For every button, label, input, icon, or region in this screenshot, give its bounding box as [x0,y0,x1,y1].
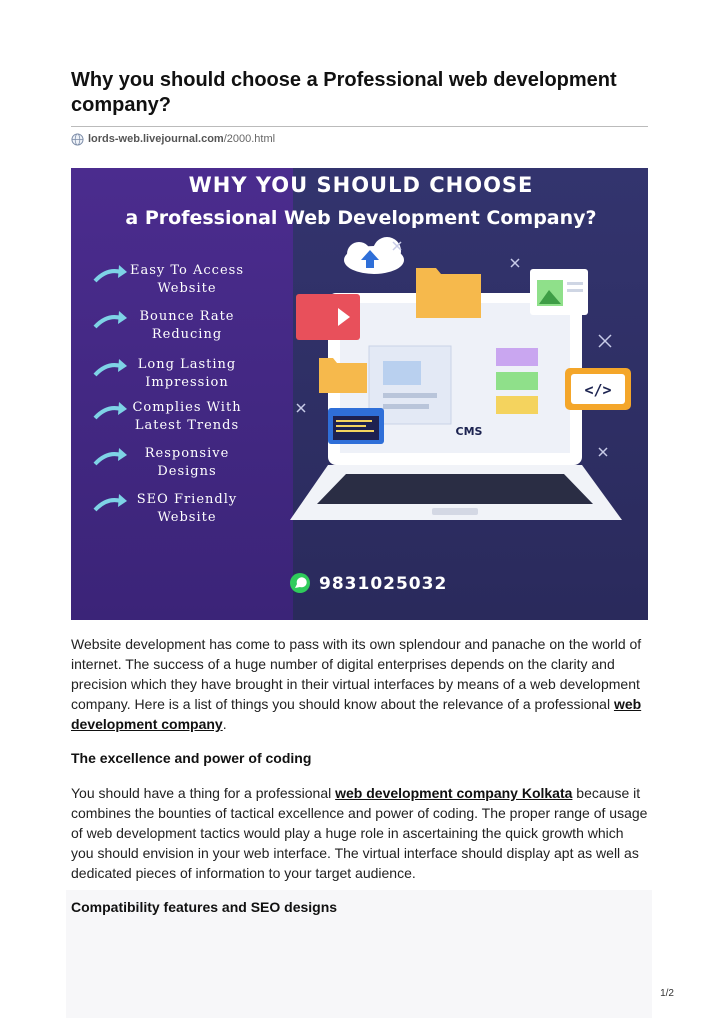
feature-line2: Impression [145,375,229,390]
feature-line2: Website [157,510,217,525]
folder-icon [416,268,481,318]
feature-line1: SEO Friendly [136,492,238,507]
cms-label: CMS [455,425,483,438]
source-path[interactable]: /2000.html [223,133,276,145]
feature-line1: Responsive [144,446,230,461]
feature-line1: Long Lasting [137,357,237,372]
source-line [71,131,275,147]
page-title: Why you should choose a Professional web development company? [71,69,617,116]
link-web-development-company[interactable]: web development company [71,696,642,732]
section-heading-compatibility: Compatibility features and SEO designs [71,899,338,915]
source-domain[interactable]: lords-web.livejournal.com [88,133,224,145]
title-divider [71,126,648,127]
feature-line2: Designs [157,464,217,479]
paragraph-coding-start: You should have a thing for a professional [71,785,336,801]
feature-line2: Latest Trends [134,418,240,433]
paragraph-coding [71,783,649,883]
feature-line2: Website [157,281,217,296]
link-web-development-company-kolkata[interactable]: web development company Kolkata [335,785,573,801]
feature-line1: Bounce Rate [139,309,235,324]
feature-line1: Complies With [132,400,242,415]
code-icon: </> [584,381,612,399]
video-card [296,294,360,340]
banner-image [71,168,648,620]
banner-heading-1: WHY YOU SHOULD CHOOSE [188,173,534,197]
globe-icon [71,133,84,146]
paragraph-intro [71,634,649,734]
folder-icon [319,358,367,393]
phone-number: 9831025032 [319,574,448,594]
keyboard [317,474,593,504]
banner-left-panel [71,168,293,620]
page-number: 1/2 [660,988,674,999]
paragraph-intro-end: . [222,716,227,732]
feature-line2: Reducing [151,327,223,342]
paragraph-coding-rest: because it combines the bounties of tactical excellence and power of coding. The proper range of usage of web development tactics would play a huge role in ascertaining the quick growth which you should envision in your web interface. The virtual interface should display apt as well as dedicated pieces of information to your target audience. [71,785,648,881]
trackpad [432,508,478,515]
paragraph-intro-text: Website development has come to pass with its own splendour and panache on the world of internet. The success of a huge number of digital enterprises depends on the clarity and precision which they have brought in their virtual interfaces by means of a web development company. Here is a list of things you should know about the relevance of a professional [71,636,642,712]
feature-line1: Easy To Access [130,263,244,278]
banner-heading-2: a Professional Web Development Company? [125,207,597,229]
section-heading-coding: The excellence and power of coding [71,750,312,766]
